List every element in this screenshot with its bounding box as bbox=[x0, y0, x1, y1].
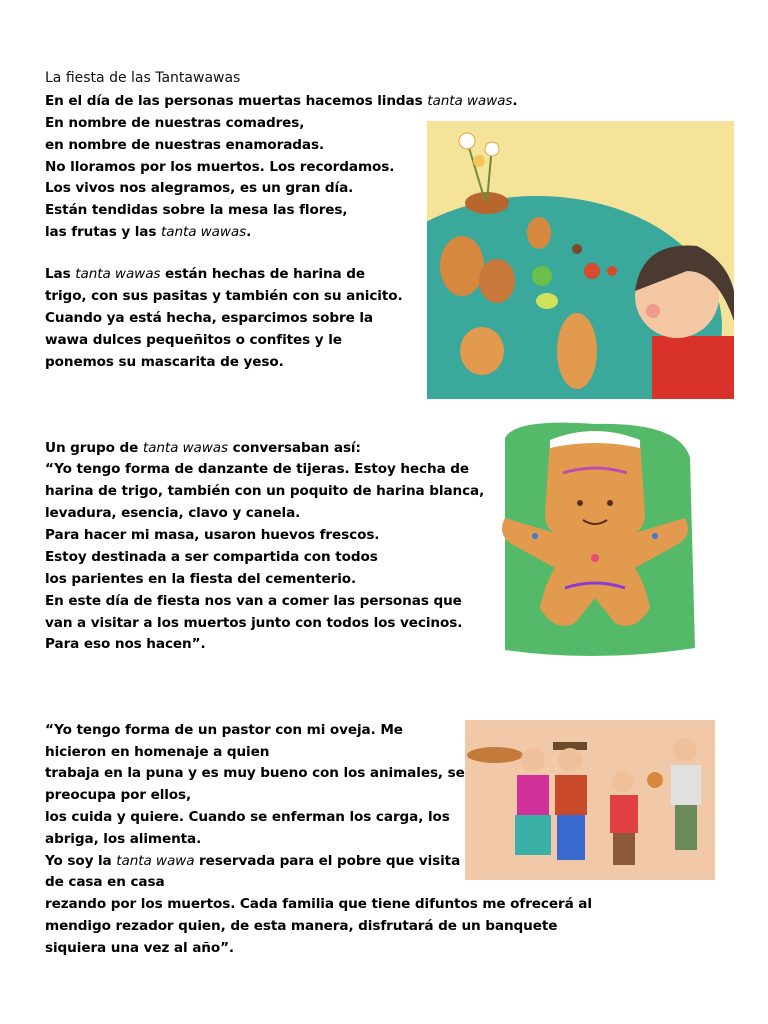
text-line: los parientes en la fiesta del cementerio. bbox=[45, 571, 357, 587]
text-line: Los vivos nos alegramos, es un gran día. bbox=[45, 180, 354, 196]
text-line: “Yo tengo forma de un pastor con mi oveja. Me bbox=[45, 722, 403, 738]
text-line: En este día de fiesta nos van a comer las personas que bbox=[45, 593, 462, 609]
page-title: La fiesta de las Tantawawas bbox=[45, 70, 241, 86]
text-line: En nombre de nuestras comadres, bbox=[45, 115, 305, 131]
text-line: ponemos su mascarita de yeso. bbox=[45, 354, 284, 370]
text-line: abriga, los alimenta. bbox=[45, 831, 202, 847]
text-line: harina de trigo, también con un poquito de harina blanca, bbox=[45, 483, 485, 499]
text-line: wawa dulces pequeñitos o confites y le bbox=[45, 332, 342, 348]
text-line: Cuando ya está hecha, esparcimos sobre la bbox=[45, 310, 374, 326]
text-line: van a visitar a los muertos junto con todos los vecinos. bbox=[45, 615, 463, 631]
text-line: Yo soy la tanta wawa reservada para el pobre que visita bbox=[45, 853, 461, 869]
text-line: levadura, esencia, clavo y canela. bbox=[45, 505, 301, 521]
text-line: trigo, con sus pasitas y también con su anicito. bbox=[45, 288, 403, 304]
text-line: las frutas y las tanta wawas. bbox=[45, 224, 252, 240]
shepherd-people-illustration bbox=[465, 720, 715, 880]
text-line: en nombre de nuestras enamoradas. bbox=[45, 137, 325, 153]
text-line: En el día de las personas muertas hacemos lindas tanta wawas. bbox=[45, 93, 518, 109]
text-line: rezando por los muertos. Cada familia que tiene difuntos me ofrecerá al bbox=[45, 896, 592, 912]
table-illustration bbox=[427, 121, 734, 399]
text-line: trabaja en la puna y es muy bueno con los animales, se bbox=[45, 765, 465, 781]
text-line: los cuida y quiere. Cuando se enferman los carga, los bbox=[45, 809, 450, 825]
text-line: Para eso nos hacen”. bbox=[45, 636, 206, 652]
text-line: “Yo tengo forma de danzante de tijeras. Estoy hecha de bbox=[45, 461, 470, 477]
text-line: de casa en casa bbox=[45, 874, 165, 890]
text-line: hicieron en homenaje a quien bbox=[45, 744, 270, 760]
text-line: preocupa por ellos, bbox=[45, 787, 192, 803]
text-line: No lloramos por los muertos. Los recordamos. bbox=[45, 159, 395, 175]
text-line: Un grupo de tanta wawas conversaban así: bbox=[45, 440, 361, 456]
text-line: Para hacer mi masa, usaron huevos frescos. bbox=[45, 527, 380, 543]
tanta-wawa-dancer-illustration bbox=[495, 418, 695, 658]
text-line: Las tanta wawas están hechas de harina de bbox=[45, 266, 365, 282]
text-line: Estoy destinada a ser compartida con todos bbox=[45, 549, 378, 565]
text-line: Están tendidas sobre la mesa las flores, bbox=[45, 202, 348, 218]
text-line: mendigo rezador quien, de esta manera, disfrutará de un banquete bbox=[45, 918, 558, 934]
text-line: siquiera una vez al año”. bbox=[45, 940, 234, 956]
